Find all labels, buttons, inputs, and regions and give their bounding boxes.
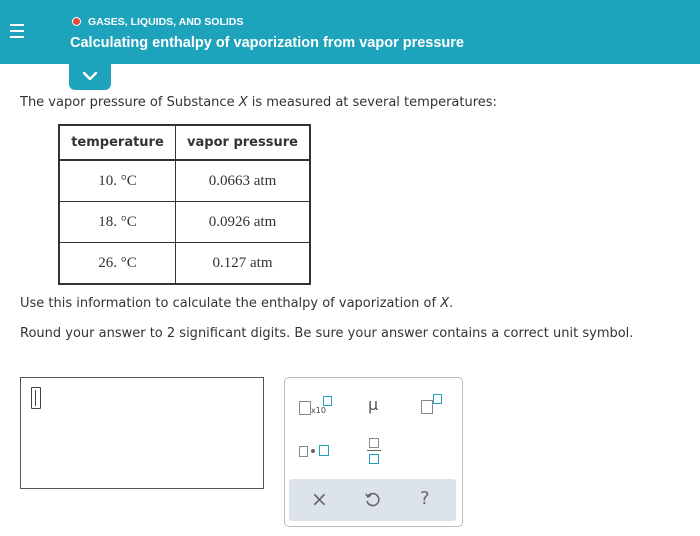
prompt-suffix: is measured at several temperatures: <box>247 95 497 110</box>
superscript-box-icon <box>433 394 442 404</box>
pressure-cell: 0.0663 atm <box>176 160 311 202</box>
input-cursor-icon <box>31 387 41 409</box>
multiply-dot-button[interactable] <box>297 442 333 462</box>
substance-name: X <box>238 95 248 110</box>
placeholder-box-icon <box>299 401 311 415</box>
table-row <box>59 243 310 285</box>
micro-symbol-button[interactable] <box>365 394 387 416</box>
fraction-bar-icon <box>367 450 381 451</box>
temperature-cell: 26. °C <box>59 243 176 285</box>
fraction-button[interactable] <box>365 436 387 468</box>
undo-icon[interactable] <box>364 492 380 508</box>
temperature-cell: 18. °C <box>59 202 176 243</box>
rounding-instruction: Round your answer to 2 significant digits. Be sure your answer contains a correct unit symbol. <box>20 326 634 341</box>
collapse-button[interactable] <box>69 64 111 90</box>
scientific-notation-button[interactable] <box>297 396 335 418</box>
denominator-box-icon <box>369 454 379 464</box>
menu-button[interactable] <box>0 0 34 64</box>
instruction-suffix: . <box>449 296 454 311</box>
base-box-icon <box>421 400 433 414</box>
pressure-cell: 0.0926 atm <box>176 202 311 243</box>
topic-label: GASES, LIQUIDS, AND SOLIDS <box>88 16 244 28</box>
column-header: temperature <box>59 125 176 160</box>
table-row <box>59 160 310 202</box>
answer-input[interactable] <box>20 377 264 489</box>
dot-icon <box>311 449 315 453</box>
math-toolbox <box>284 377 463 527</box>
superscript-button[interactable] <box>419 394 445 416</box>
prompt-prefix: The vapor pressure of Substance <box>20 95 239 110</box>
menu-icon-line <box>10 24 24 26</box>
mu-label: μ <box>368 395 379 414</box>
temperature-cell: 10. °C <box>59 160 176 202</box>
header-bar <box>0 0 700 64</box>
numerator-box-icon <box>369 438 379 448</box>
column-header: vapor pressure <box>176 125 311 160</box>
instruction-text <box>20 296 453 311</box>
menu-icon-line <box>10 30 24 32</box>
clear-button[interactable]: × <box>311 487 328 511</box>
exponent-box-icon <box>323 396 332 406</box>
x10-label: x10 <box>311 406 326 415</box>
menu-icon-line <box>10 36 24 38</box>
right-box-icon <box>319 445 329 456</box>
page-title: Calculating enthalpy of vaporization from vapor pressure <box>70 35 464 51</box>
pressure-cell: 0.127 atm <box>176 243 311 285</box>
substance-name: X <box>440 296 450 311</box>
question-prompt <box>20 95 497 110</box>
help-button[interactable]: ? <box>420 488 430 509</box>
table-row <box>59 202 310 243</box>
action-bar <box>289 479 456 521</box>
topic-status-icon <box>72 17 81 26</box>
chevron-down-icon <box>82 70 98 82</box>
data-table <box>58 124 311 285</box>
left-box-icon <box>299 446 308 457</box>
instruction-prefix: Use this information to calculate the enthalpy of vaporization of <box>20 296 441 311</box>
